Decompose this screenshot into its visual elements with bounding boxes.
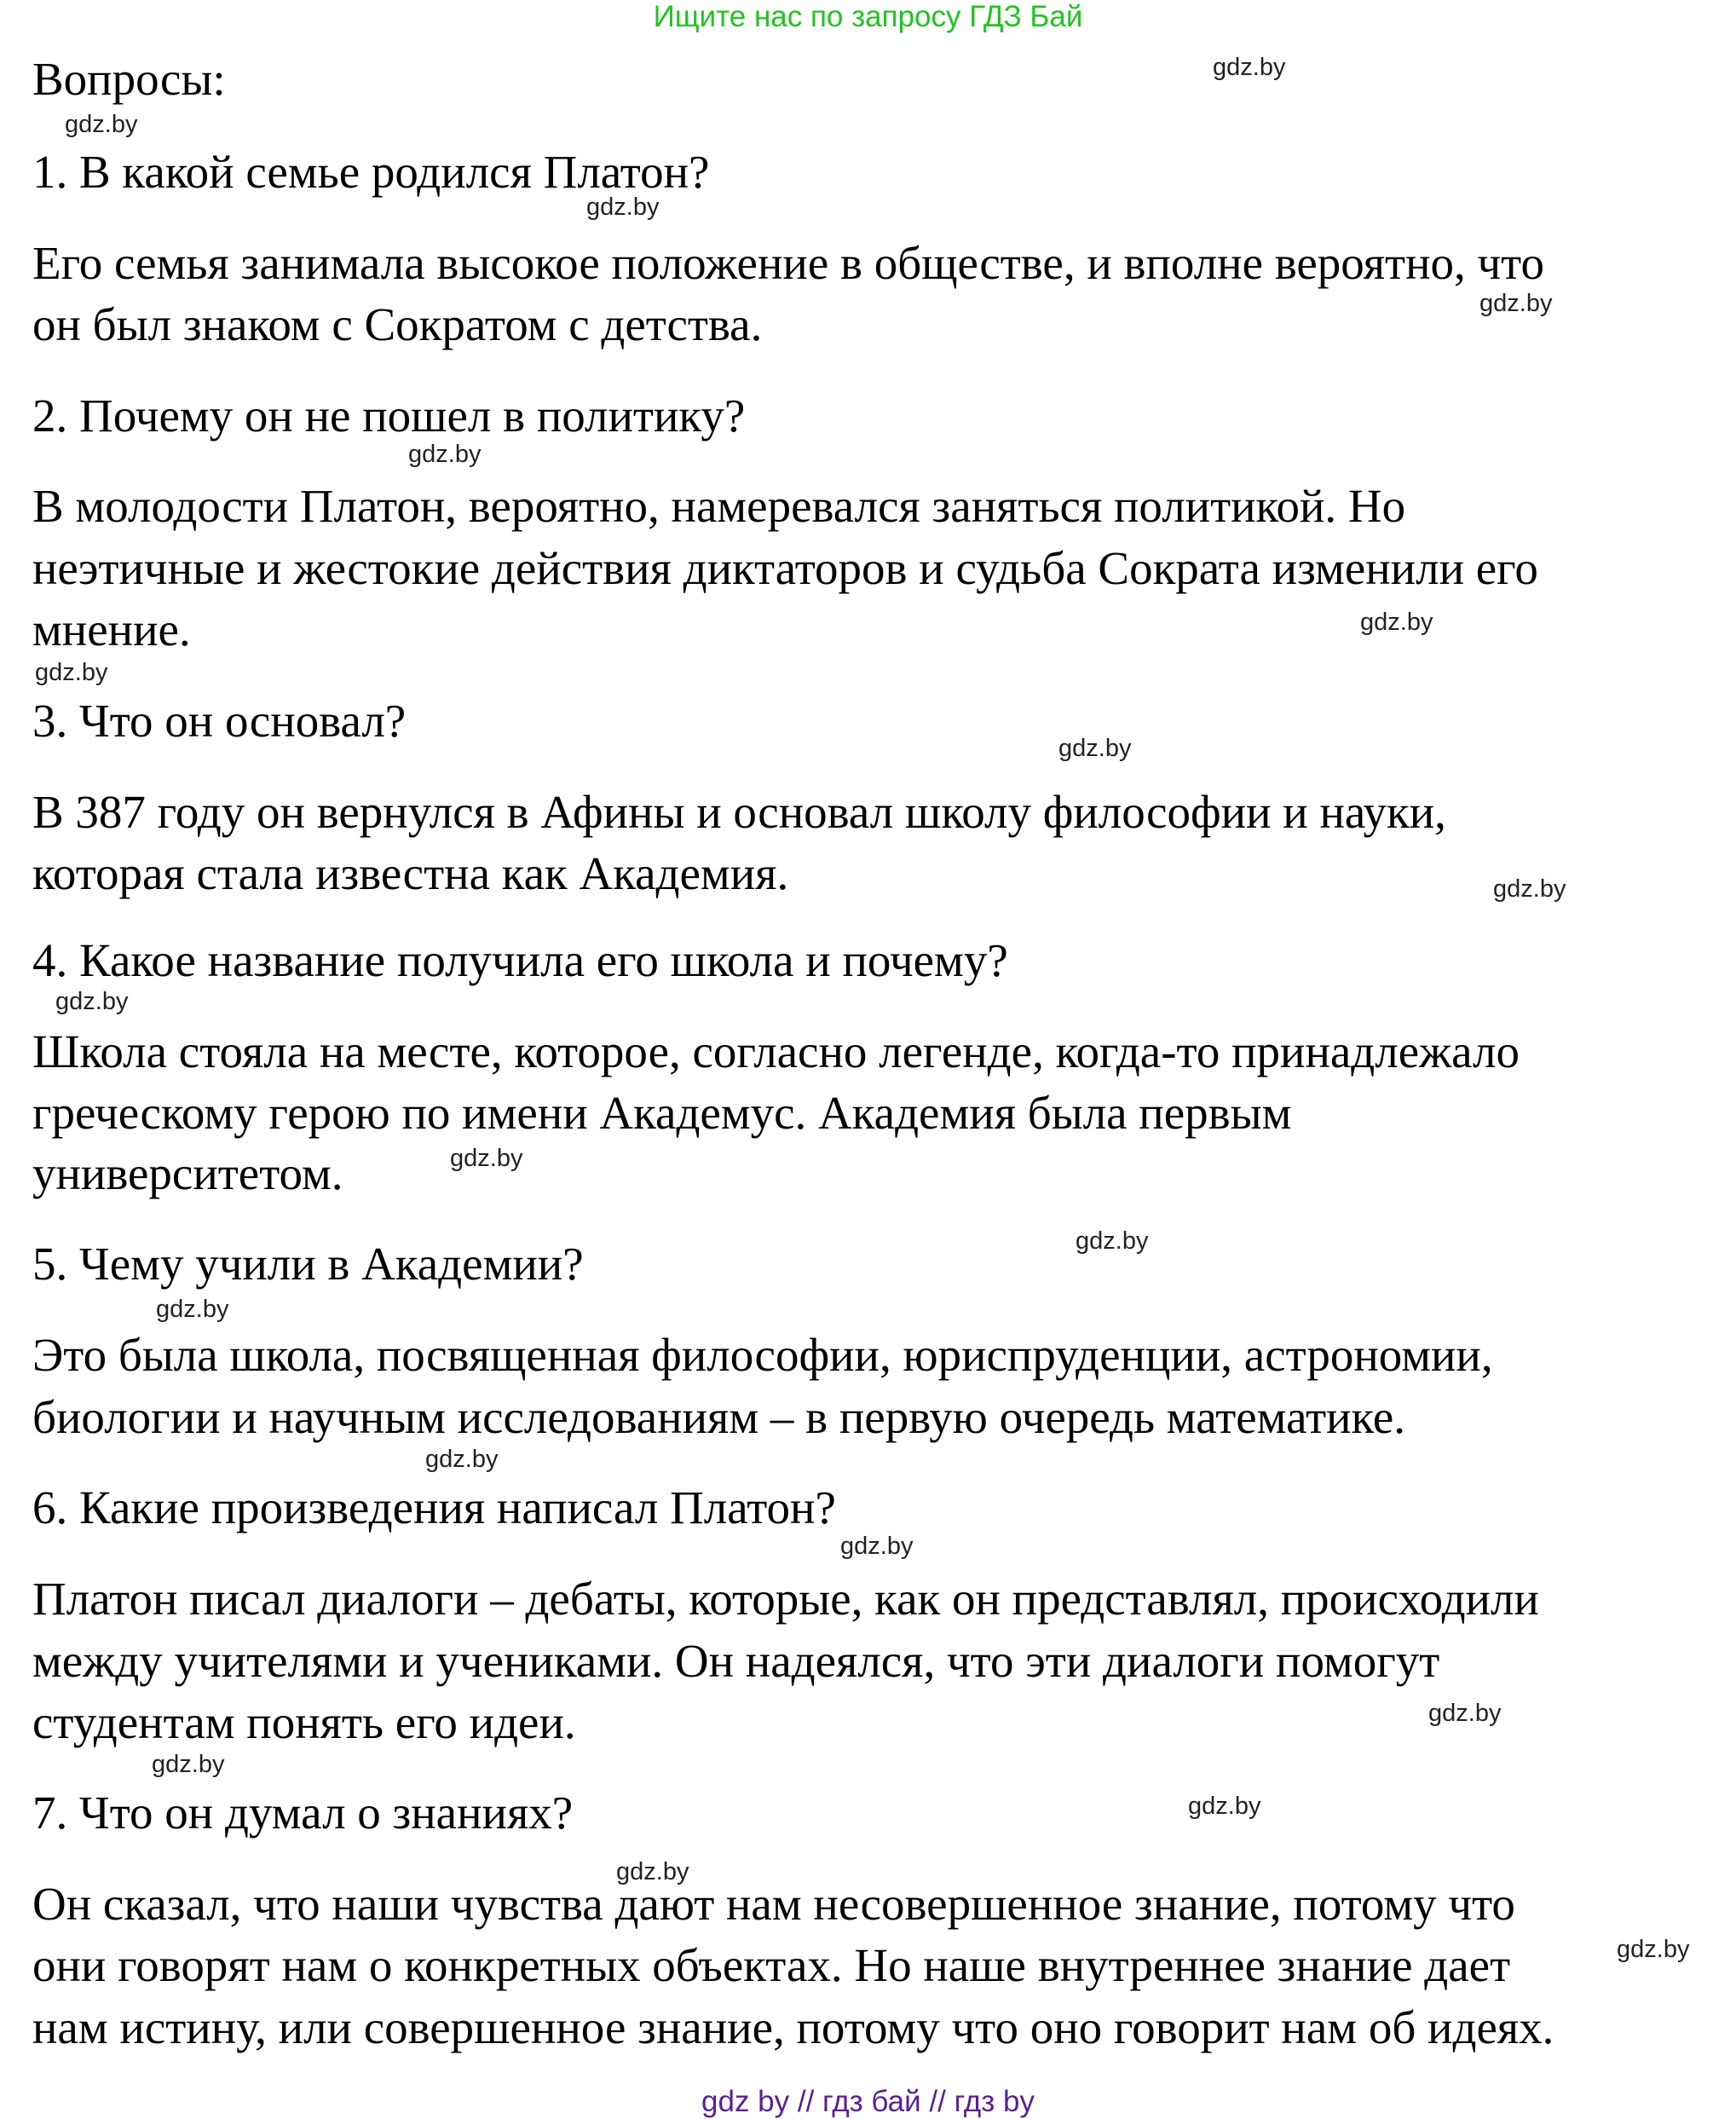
watermark: gdz.by — [152, 1751, 225, 1778]
answer-5-line: биологии и научным исследованиям – в первую очередь математике. — [32, 1391, 1406, 1443]
watermark: gdz.by — [1058, 735, 1132, 762]
answer-4-line: университетом. — [32, 1147, 343, 1199]
footer-links: gdz by // гдз бай // гдз by — [701, 2085, 1035, 2118]
watermark: gdz.by — [586, 193, 660, 221]
watermark: gdz.by — [1493, 875, 1566, 903]
answer-3-line: которая стала известна как Академия. — [32, 847, 789, 899]
watermark: gdz.by — [1428, 1700, 1502, 1727]
answer-1-line: он был знаком с Сократом с детства. — [32, 298, 763, 350]
answer-6-line: Платон писал диалоги – дебаты, которые, как он представлял, происходили — [32, 1573, 1539, 1625]
watermark: gdz.by — [1479, 290, 1553, 317]
question-6: 6. Какие произведения написал Платон? — [32, 1481, 836, 1533]
question-3: 3. Что он основал? — [32, 695, 407, 747]
watermark: gdz.by — [840, 1533, 914, 1560]
answer-7-line: они говорят нам о конкретных объектах. Но наше внутреннее знание дает — [32, 1939, 1511, 1991]
watermark: gdz.by — [156, 1296, 229, 1323]
watermark: gdz.by — [616, 1858, 689, 1885]
watermark: gdz.by — [408, 441, 482, 468]
answer-2-line: В молодости Платон, вероятно, намеревался заняться политикой. Но — [32, 480, 1406, 532]
answer-1-line: Его семья занимала высокое положение в обществе, и вполне вероятно, что — [32, 237, 1544, 289]
heading: Вопросы: — [32, 53, 226, 105]
watermark: gdz.by — [1188, 1793, 1261, 1820]
watermark: gdz.by — [425, 1446, 499, 1473]
answer-6-line: между учителями и учениками. Он надеялся, что эти диалоги помогут — [32, 1635, 1440, 1687]
question-4: 4. Какое название получила его школа и почему? — [32, 934, 1008, 986]
watermark: gdz.by — [55, 988, 129, 1015]
answer-7-line: нам истину, или совершенное знание, потому что оно говорит нам об идеях. — [32, 2001, 1554, 2053]
answer-2-line: неэтичные и жестокие действия диктаторов и судьба Сократа изменили его — [32, 542, 1538, 594]
question-7: 7. Что он думал о знаниях? — [32, 1787, 574, 1839]
watermark: gdz.by — [1076, 1227, 1149, 1255]
question-5: 5. Чему учили в Академии? — [32, 1238, 584, 1290]
question-2: 2. Почему он не пошел в политику? — [32, 390, 746, 442]
watermark: gdz.by — [450, 1145, 523, 1172]
answer-6-line: студентам понять его идеи. — [32, 1696, 576, 1748]
watermark: gdz.by — [35, 659, 108, 686]
search-banner: Ищите нас по запросу ГДЗ Бай — [653, 0, 1083, 33]
answer-4-line: греческому герою по имени Академус. Академия была первым — [32, 1087, 1292, 1139]
answer-3-line: В 387 году он вернулся в Афины и основал школу философии и науки, — [32, 786, 1446, 838]
answer-5-line: Это была школа, посвященная философии, юриспруденции, астрономии, — [32, 1329, 1493, 1381]
watermark: gdz.by — [1360, 609, 1433, 636]
watermark: gdz.by — [1213, 54, 1286, 81]
answer-2-line: мнение. — [32, 603, 191, 655]
answer-4-line: Школа стояла на месте, которое, согласно легенде, когда-то принадлежало — [32, 1025, 1520, 1077]
question-1: 1. В какой семье родился Платон? — [32, 146, 710, 198]
watermark: gdz.by — [65, 111, 138, 138]
answer-7-line: Он сказал, что наши чувства дают нам несовершенное знание, потому что — [32, 1878, 1515, 1930]
watermark: gdz.by — [1617, 1936, 1690, 1963]
